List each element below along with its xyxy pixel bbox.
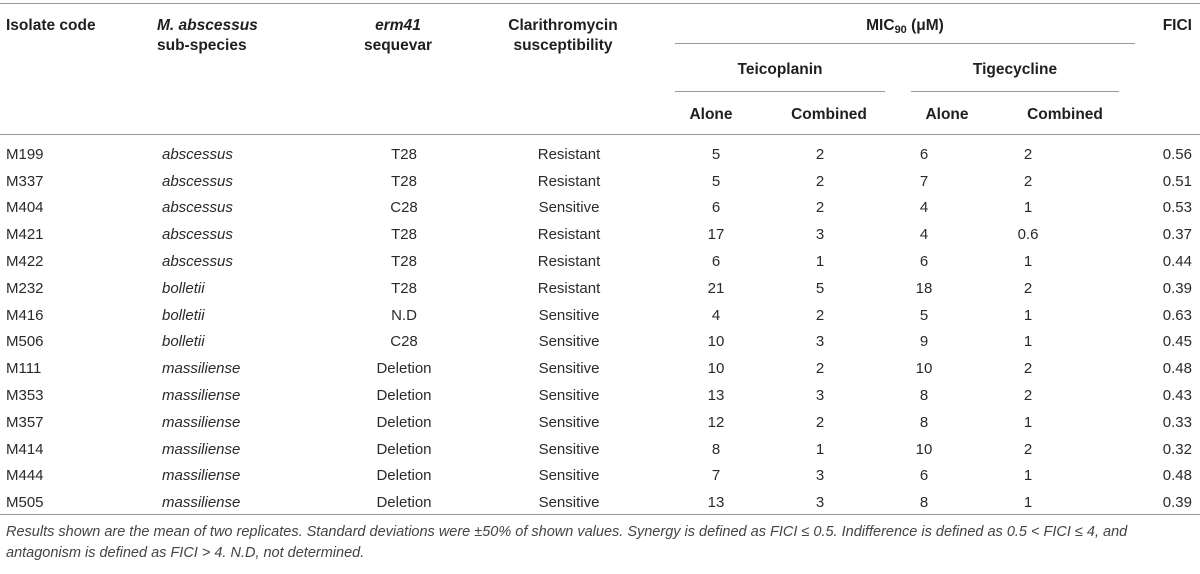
table-row [0, 382, 1200, 409]
header-teicoplanin: Teicoplanin [737, 61, 823, 78]
teicoplanin-combined-cell: 3 [815, 387, 825, 405]
tigecycline-alone-cell: 8 [919, 494, 929, 512]
subspecies-cell: abscessus [162, 172, 233, 190]
table-row [0, 302, 1200, 329]
header-teic-combined: Combined [791, 106, 867, 123]
isolate-code-cell: M505 [6, 494, 44, 512]
header-subspecies-line1: M. abscessus [157, 17, 258, 34]
teicoplanin-combined-cell: 2 [815, 199, 825, 217]
clarithromycin-cell: Sensitive [538, 199, 600, 217]
isolate-code-cell: M357 [6, 413, 44, 431]
teicoplanin-alone-cell: 6 [711, 199, 721, 217]
tigecycline-alone-cell: 6 [919, 467, 929, 485]
teicoplanin-combined-cell: 2 [815, 413, 825, 431]
header-isolate-code: Isolate code [6, 17, 96, 34]
clarithromycin-cell: Sensitive [538, 494, 600, 512]
tigecycline-combined-cell: 1 [1023, 467, 1033, 485]
tigecycline-group-rule [911, 91, 1119, 92]
tigecycline-alone-cell: 5 [919, 306, 929, 324]
teicoplanin-alone-cell: 8 [711, 440, 721, 458]
clarithromycin-cell: Sensitive [538, 440, 600, 458]
table-row [0, 195, 1200, 222]
tigecycline-alone-cell: 8 [919, 413, 929, 431]
tigecycline-combined-cell: 1 [1023, 306, 1033, 324]
teicoplanin-alone-cell: 10 [707, 360, 725, 378]
tigecycline-combined-cell: 2 [1023, 172, 1033, 190]
header-mic-label: MIC [866, 17, 895, 34]
tigecycline-combined-cell: 2 [1023, 279, 1033, 297]
erm41-cell: Deletion [376, 494, 432, 512]
erm41-cell: Deletion [376, 387, 432, 405]
teicoplanin-combined-cell: 2 [815, 360, 825, 378]
header-mic-unit: (μM) [906, 17, 944, 34]
fici-cell: 0.37 [1162, 226, 1192, 244]
teicoplanin-alone-cell: 21 [707, 279, 725, 297]
fici-cell: 0.32 [1162, 440, 1192, 458]
clarithromycin-cell: Sensitive [538, 467, 600, 485]
teicoplanin-combined-cell: 2 [815, 145, 825, 163]
isolate-code-cell: M232 [6, 279, 44, 297]
top-rule [0, 3, 1200, 4]
clarithromycin-cell: Resistant [537, 172, 601, 190]
header-tige-alone: Alone [925, 106, 969, 123]
clarithromycin-cell: Resistant [537, 226, 601, 244]
teicoplanin-combined-cell: 3 [815, 333, 825, 351]
table-row [0, 409, 1200, 436]
table-row [0, 463, 1200, 490]
fici-cell: 0.33 [1162, 413, 1192, 431]
isolate-code-cell: M199 [6, 145, 44, 163]
tigecycline-alone-cell: 18 [915, 279, 933, 297]
isolate-code-cell: M444 [6, 467, 44, 485]
subspecies-cell: abscessus [162, 253, 233, 271]
subspecies-cell: bolletii [162, 306, 205, 324]
teicoplanin-combined-cell: 1 [815, 253, 825, 271]
tigecycline-alone-cell: 10 [915, 360, 933, 378]
tigecycline-combined-cell: 1 [1023, 253, 1033, 271]
header-bottom-rule [0, 134, 1200, 135]
header-teic-alone: Alone [689, 106, 733, 123]
isolate-code-cell: M416 [6, 306, 44, 324]
subspecies-cell: abscessus [162, 145, 233, 163]
tigecycline-combined-cell: 2 [1023, 360, 1033, 378]
erm41-cell: Deletion [376, 413, 432, 431]
subspecies-cell: massiliense [162, 387, 241, 405]
teicoplanin-alone-cell: 4 [711, 306, 721, 324]
fici-cell: 0.63 [1162, 306, 1192, 324]
erm41-cell: T28 [391, 145, 417, 163]
header-subspecies [157, 16, 258, 56]
header-clarithromycin-line1: Clarithromycin [508, 17, 618, 34]
fici-cell: 0.48 [1162, 360, 1192, 378]
teicoplanin-alone-cell: 5 [711, 172, 721, 190]
table-row [0, 248, 1200, 275]
table-row [0, 275, 1200, 302]
tigecycline-combined-cell: 2 [1023, 440, 1033, 458]
isolate-code-cell: M353 [6, 387, 44, 405]
fici-cell: 0.39 [1162, 494, 1192, 512]
erm41-cell: T28 [391, 226, 417, 244]
subspecies-cell: abscessus [162, 199, 233, 217]
clarithromycin-cell: Sensitive [538, 306, 600, 324]
erm41-cell: Deletion [376, 467, 432, 485]
teicoplanin-alone-cell: 13 [707, 494, 725, 512]
teicoplanin-alone-cell: 10 [707, 333, 725, 351]
teicoplanin-combined-cell: 2 [815, 306, 825, 324]
teicoplanin-group-rule [675, 91, 885, 92]
header-mic90 [675, 16, 1135, 36]
header-subspecies-line2: sub-species [157, 37, 247, 54]
results-table-body [0, 141, 1200, 516]
header-tigecycline: Tigecycline [972, 61, 1058, 78]
header-mic-sub: 90 [894, 24, 907, 36]
fici-cell: 0.45 [1162, 333, 1192, 351]
table-row [0, 436, 1200, 463]
subspecies-cell: massiliense [162, 440, 241, 458]
header-tige-combined: Combined [1027, 106, 1103, 123]
clarithromycin-cell: Sensitive [538, 333, 600, 351]
subspecies-cell: bolletii [162, 279, 205, 297]
tigecycline-combined-cell: 0.6 [1017, 226, 1039, 244]
tigecycline-combined-cell: 2 [1023, 145, 1033, 163]
table-row [0, 221, 1200, 248]
subspecies-cell: massiliense [162, 467, 241, 485]
fici-cell: 0.53 [1162, 199, 1192, 217]
tigecycline-alone-cell: 6 [919, 253, 929, 271]
table-footnote: Results shown are the mean of two replicates. Standard deviations were ±50% of shown values. Synergy is defined as FICI ≤ 0.5. Indifference is defined as 0.5 < FICI ≤ 4, and antagonism is defined as FICI > 4. N.D, not determined. [6, 524, 1128, 561]
tigecycline-alone-cell: 4 [919, 199, 929, 217]
teicoplanin-alone-cell: 13 [707, 387, 725, 405]
subspecies-cell: bolletii [162, 333, 205, 351]
isolate-code-cell: M421 [6, 226, 44, 244]
tigecycline-alone-cell: 7 [919, 172, 929, 190]
subspecies-cell: massiliense [162, 360, 241, 378]
fici-cell: 0.43 [1162, 387, 1192, 405]
teicoplanin-combined-cell: 2 [815, 172, 825, 190]
subspecies-cell: massiliense [162, 494, 241, 512]
tigecycline-alone-cell: 6 [919, 145, 929, 163]
teicoplanin-alone-cell: 5 [711, 145, 721, 163]
clarithromycin-cell: Sensitive [538, 360, 600, 378]
header-erm41-line1: erm41 [375, 17, 421, 34]
tigecycline-combined-cell: 1 [1023, 333, 1033, 351]
header-clarithromycin-line2: susceptibility [513, 37, 613, 54]
tigecycline-combined-cell: 2 [1023, 387, 1033, 405]
table-row [0, 168, 1200, 195]
tigecycline-alone-cell: 10 [915, 440, 933, 458]
isolate-code-cell: M337 [6, 172, 44, 190]
clarithromycin-cell: Resistant [537, 145, 601, 163]
table-row [0, 489, 1200, 516]
teicoplanin-alone-cell: 6 [711, 253, 721, 271]
subspecies-cell: abscessus [162, 226, 233, 244]
subspecies-cell: massiliense [162, 413, 241, 431]
fici-cell: 0.56 [1162, 145, 1192, 163]
erm41-cell: T28 [391, 253, 417, 271]
erm41-cell: Deletion [376, 440, 432, 458]
table-row [0, 141, 1200, 168]
clarithromycin-cell: Sensitive [538, 413, 600, 431]
isolate-code-cell: M414 [6, 440, 44, 458]
tigecycline-combined-cell: 1 [1023, 494, 1033, 512]
teicoplanin-combined-cell: 1 [815, 440, 825, 458]
teicoplanin-combined-cell: 3 [815, 494, 825, 512]
clarithromycin-cell: Resistant [537, 253, 601, 271]
tigecycline-alone-cell: 4 [919, 226, 929, 244]
mic-group-rule [675, 43, 1135, 44]
teicoplanin-combined-cell: 5 [815, 279, 825, 297]
clarithromycin-cell: Sensitive [538, 387, 600, 405]
fici-cell: 0.39 [1162, 279, 1192, 297]
erm41-cell: T28 [391, 172, 417, 190]
header-clarithromycin [454, 16, 672, 56]
tigecycline-combined-cell: 1 [1023, 413, 1033, 431]
isolate-code-cell: M422 [6, 253, 44, 271]
erm41-cell: C28 [390, 333, 418, 351]
erm41-cell: Deletion [376, 360, 432, 378]
table-row [0, 329, 1200, 356]
teicoplanin-alone-cell: 7 [711, 467, 721, 485]
isolate-code-cell: M506 [6, 333, 44, 351]
teicoplanin-alone-cell: 17 [707, 226, 725, 244]
header-fici: FICI [1162, 17, 1192, 34]
teicoplanin-combined-cell: 3 [815, 226, 825, 244]
tigecycline-combined-cell: 1 [1023, 199, 1033, 217]
isolate-code-cell: M404 [6, 199, 44, 217]
teicoplanin-combined-cell: 3 [815, 467, 825, 485]
erm41-cell: C28 [390, 199, 418, 217]
tigecycline-alone-cell: 8 [919, 387, 929, 405]
teicoplanin-alone-cell: 12 [707, 413, 725, 431]
isolate-code-cell: M111 [6, 360, 42, 378]
header-erm41-line2: sequevar [363, 37, 433, 54]
header-erm41 [342, 16, 454, 56]
erm41-cell: T28 [391, 279, 417, 297]
fici-cell: 0.51 [1162, 172, 1192, 190]
clarithromycin-cell: Resistant [537, 279, 601, 297]
table-row [0, 355, 1200, 382]
fici-cell: 0.48 [1162, 467, 1192, 485]
erm41-cell: N.D [391, 306, 417, 324]
fici-cell: 0.44 [1162, 253, 1192, 271]
tigecycline-alone-cell: 9 [919, 333, 929, 351]
